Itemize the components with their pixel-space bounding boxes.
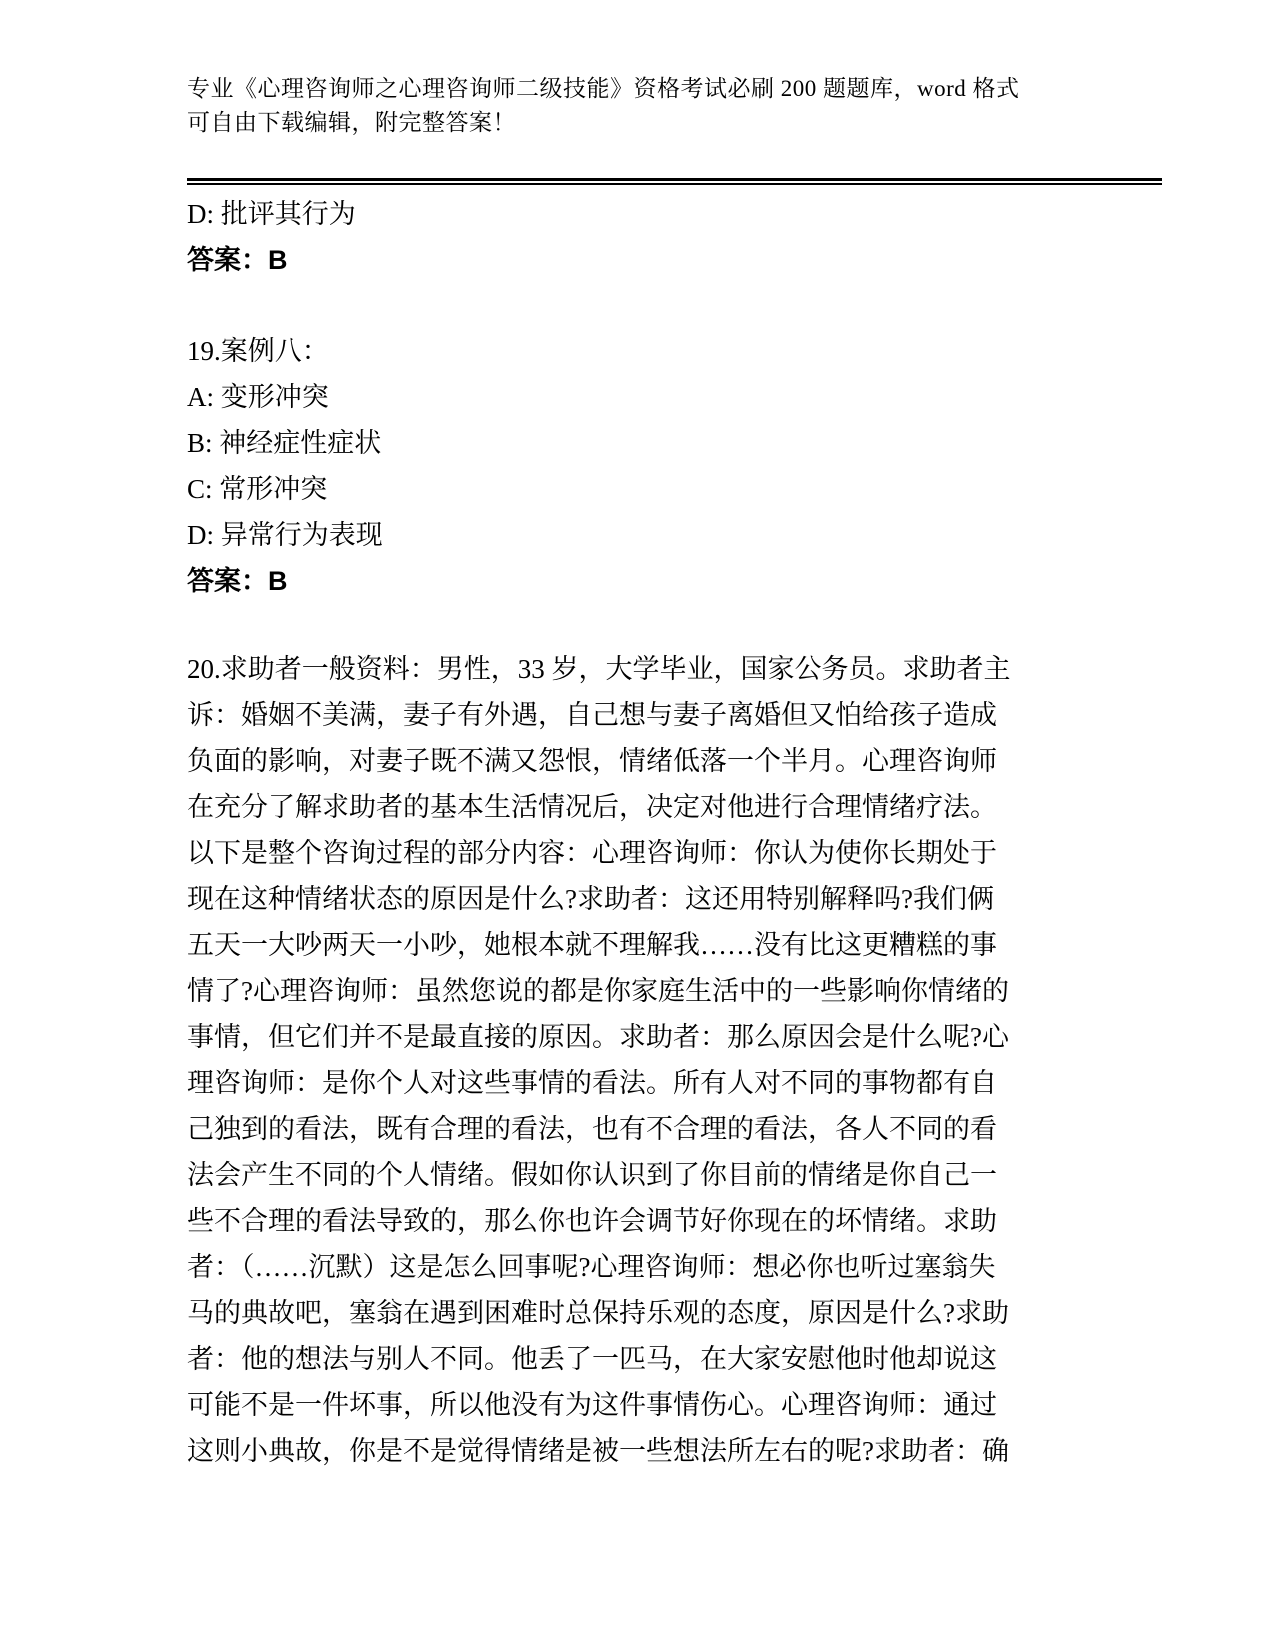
header-text-line-2: 可自由下载编辑，附完整答案！ [187, 110, 516, 135]
question-20-text-line: 这则小典故，你是不是觉得情绪是被一些想法所左右的呢?求助者：确 [187, 1436, 1009, 1466]
question-20-text-line: 者：他的想法与别人不同。他丢了一匹马，在大家安慰他时他却说这 [187, 1344, 997, 1374]
question-20-text-line: 可能不是一件坏事，所以他没有为这件事情伤心。心理咨询师：通过 [187, 1390, 997, 1420]
question-20-text-line: 者：（……沉默）这是怎么回事呢?心理咨询师：想必你也听过塞翁失 [187, 1252, 996, 1282]
question-20-paragraph [187, 646, 1087, 1474]
page-header [187, 72, 1090, 140]
question-20-text-line: 些不合理的看法导致的，那么你也许会调节好你现在的坏情绪。求助 [187, 1206, 997, 1236]
question-19-title: 19.案例八： [187, 336, 329, 366]
question-20-text-line: 20.求助者一般资料：男性，33 岁，大学毕业，国家公务员。求助者主 [187, 654, 1011, 684]
question-20-text-line: 理咨询师：是你个人对这些事情的看法。所有人对不同的事物都有自 [187, 1068, 997, 1098]
question-20-text-line: 事情，但它们并不是最直接的原因。求助者：那么原因会是什么呢?心 [187, 1022, 1009, 1052]
question-19-option-c: C: 常形冲突 [187, 474, 328, 504]
document-body [187, 191, 1087, 1474]
question-20-text-line: 在充分了解求助者的基本生活情况后，决定对他进行合理情绪疗法。 [187, 792, 997, 822]
prev-question-answer: 答案：B [187, 245, 288, 275]
prev-question-option-d: D: 批评其行为 [187, 199, 356, 229]
question-20-text-line: 诉：婚姻不美满，妻子有外遇，自己想与妻子离婚但又怕给孩子造成 [187, 700, 997, 730]
question-20-text-line: 马的典故吧，塞翁在遇到困难时总保持乐观的态度，原因是什么?求助 [187, 1298, 1009, 1328]
question-20-text-line: 现在这种情绪状态的原因是什么?求助者：这还用特别解释吗?我们俩 [187, 884, 994, 914]
question-20-text-line: 己独到的看法，既有合理的看法，也有不合理的看法，各人不同的看 [187, 1114, 997, 1144]
question-19-option-d: D: 异常行为表现 [187, 520, 383, 550]
question-19 [187, 328, 1087, 604]
header-rule [187, 178, 1162, 185]
question-20-text-line: 法会产生不同的个人情绪。假如你认识到了你目前的情绪是你自己一 [187, 1160, 997, 1190]
header-text-line-1: 专业《心理咨询师之心理咨询师二级技能》资格考试必刷 200 题题库，word 格式 [187, 76, 1020, 101]
question-19-answer: 答案：B [187, 566, 288, 596]
question-20-text-line: 情了?心理咨询师：虽然您说的都是你家庭生活中的一些影响你情绪的 [187, 976, 1009, 1006]
question-19-option-b: B: 神经症性症状 [187, 428, 382, 458]
question-20-text-line: 负面的影响，对妻子既不满又怨恨，情绪低落一个半月。心理咨询师 [187, 746, 997, 776]
question-20-text-line: 五天一大吵两天一小吵，她根本就不理解我……没有比这更糟糕的事 [187, 930, 997, 960]
question-20-text-line: 以下是整个咨询过程的部分内容：心理咨询师：你认为使你长期处于 [187, 838, 997, 868]
question-19-option-a: A: 变形冲突 [187, 382, 329, 412]
